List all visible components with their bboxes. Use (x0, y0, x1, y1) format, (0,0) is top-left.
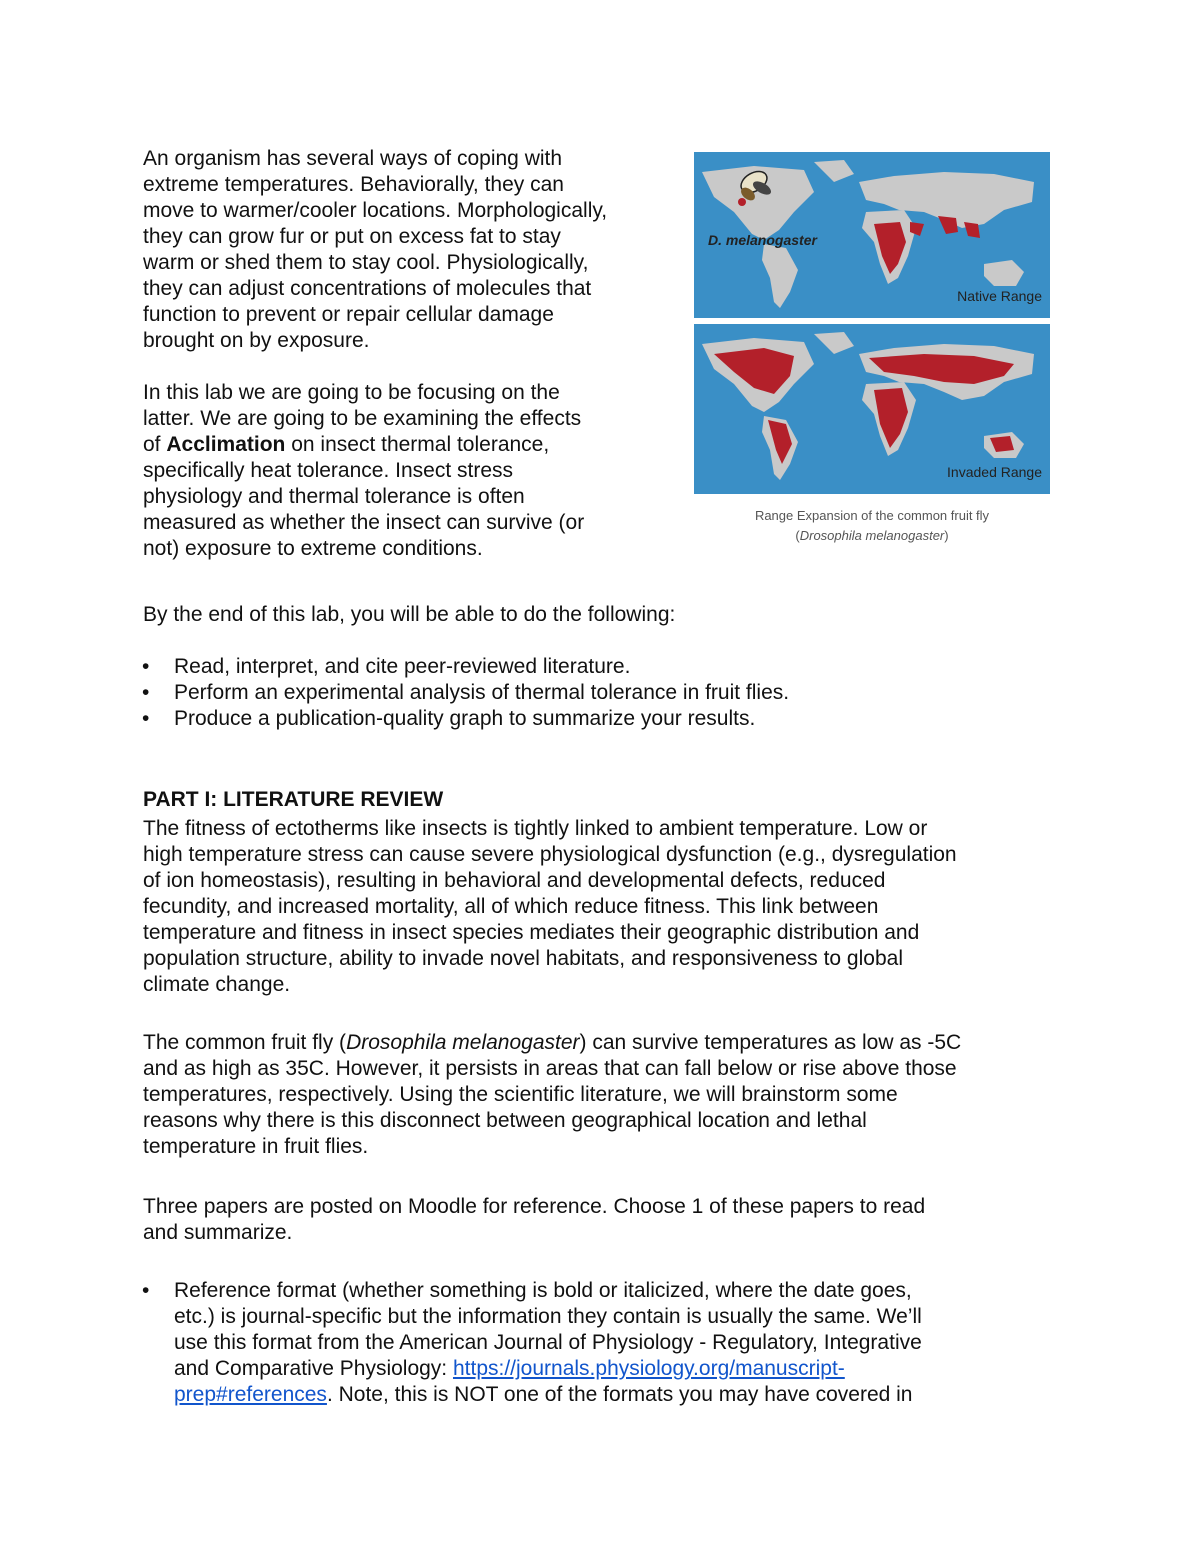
objectives-list (174, 654, 789, 732)
text-line: temperature in fruit flies. (143, 1135, 369, 1158)
text-line: etc.) is journal-specific but the information they contain is usually the same. We’ll (174, 1305, 922, 1328)
text-line: high temperature stress can cause severe physiological dysfunction (e.g., dysregulation (143, 843, 957, 866)
list-item: • Perform an experimental analysis of thermal tolerance in fruit flies. (174, 680, 789, 706)
focus-line: not) exposure to extreme conditions. (143, 537, 483, 560)
focus-line: In this lab we are going to be focusing on the (143, 381, 560, 404)
invaded-range-map (694, 324, 1050, 494)
native-range-label: Native Range (957, 288, 1042, 304)
caption-text: ( (795, 528, 800, 543)
reference-format-link-cont[interactable]: prep#references (174, 1383, 327, 1406)
text-line: and summarize. (143, 1221, 293, 1244)
part1-paragraph-2 (143, 1030, 961, 1160)
text-span: . Note, this is NOT one of the formats you may have covered in (326, 1383, 913, 1406)
text-line: fecundity, and increased mortality, all of which reduce fitness. This link between (143, 895, 879, 918)
text-line: Three papers are posted on Moodle for reference. Choose 1 of these papers to read (143, 1195, 926, 1218)
focus-line: latter. We are going to be examining the effects (143, 407, 582, 430)
reference-format-link[interactable]: https://journals.physiology.org/manuscript- (452, 1357, 845, 1380)
text-line (143, 1030, 961, 1056)
text-line (174, 1382, 922, 1408)
text-line: climate change. (143, 973, 291, 996)
focus-line-acclimation (143, 432, 584, 458)
objectives-intro: By the end of this lab, you will be able to do the following: (143, 603, 676, 626)
native-range-map (694, 152, 1050, 318)
invaded-range-label: Invaded Range (947, 464, 1042, 480)
text-line: population structure, ability to invade novel habitats, and responsiveness to global (143, 947, 903, 970)
text-span: ) can survive temperatures as low as -5C (579, 1031, 962, 1054)
text-line: reasons why there is this disconnect between geographical location and lethal (143, 1109, 867, 1132)
focus-text: of (143, 433, 167, 456)
part1-paragraph-1 (143, 816, 957, 998)
text-line: and as high as 35C. However, it persists in areas that can fall below or rise above those (143, 1057, 957, 1080)
intro-line: An organism has several ways of coping with (143, 147, 563, 170)
text-line: temperature and fitness in insect species mediates their geographic distribution and (143, 921, 920, 944)
text-span: The common fruit fly ( (143, 1031, 347, 1054)
range-figure (694, 152, 1050, 494)
intro-line: extreme temperatures. Behaviorally, they can (143, 173, 564, 196)
intro-line: they can adjust concentrations of molecules that (143, 277, 592, 300)
acclimation-term: Acclimation (166, 433, 286, 456)
text-line: of ion homeostasis), resulting in behavioral and developmental defects, reduced (143, 869, 886, 892)
caption-species: Drosophila melanogaster (799, 528, 945, 543)
intro-line: warm or shed them to stay cool. Physiologically, (143, 251, 589, 274)
lab-focus-paragraph (143, 380, 584, 562)
caption-line (694, 526, 1050, 546)
part1-paragraph-3 (143, 1194, 925, 1246)
text-span: and Comparative Physiology: (174, 1357, 453, 1380)
text-line: use this format from the American Journal of Physiology - Regulatory, Integrative (174, 1331, 922, 1354)
intro-paragraph (143, 146, 607, 354)
text-line: The fitness of ectotherms like insects is tightly linked to ambient temperature. Low or (143, 817, 928, 840)
species-name: Drosophila melanogaster (346, 1031, 580, 1054)
caption-line: Range Expansion of the common fruit fly (754, 508, 990, 523)
list-item (174, 1278, 922, 1408)
intro-line: move to warmer/cooler locations. Morphologically, (143, 199, 608, 222)
caption-text: ) (944, 528, 949, 543)
intro-line: function to prevent or repair cellular damage (143, 303, 554, 326)
species-label: D. melanogaster (708, 232, 817, 248)
focus-text: on insect thermal tolerance, (285, 433, 550, 456)
text-line (174, 1356, 922, 1382)
text-line: temperatures, respectively. Using the scientific literature, we will brainstorm some (143, 1083, 898, 1106)
list-item: • Produce a publication-quality graph to summarize your results. (174, 706, 789, 732)
intro-line: brought on by exposure. (143, 329, 370, 352)
reference-list (174, 1278, 922, 1408)
list-item: • Read, interpret, and cite peer-reviewed literature. (174, 654, 789, 680)
focus-line: physiology and thermal tolerance is often (143, 485, 525, 508)
focus-line: measured as whether the insect can survive (or (143, 511, 585, 534)
focus-line: specifically heat tolerance. Insect stress (143, 459, 514, 482)
text-line: • Reference format (whether something is bold or italicized, where the date goes, (174, 1279, 912, 1302)
intro-line: they can grow fur or put on excess fat to stay (143, 225, 561, 248)
section-heading: PART I: LITERATURE REVIEW (143, 788, 444, 811)
figure-caption (694, 506, 1050, 546)
